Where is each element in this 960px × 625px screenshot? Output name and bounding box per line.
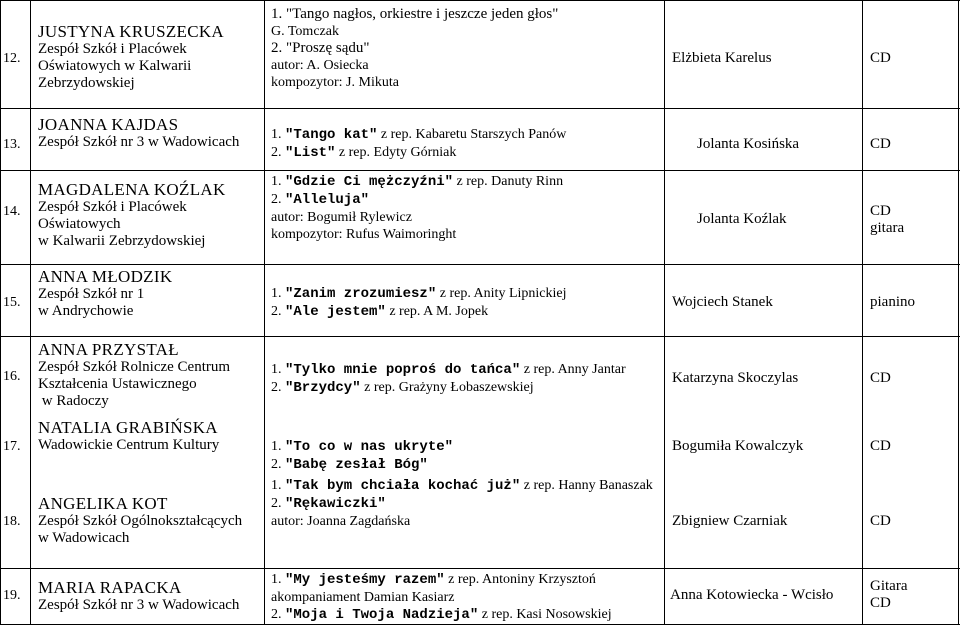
accompaniment-cell bbox=[870, 50, 891, 67]
grid-line bbox=[0, 108, 960, 109]
participant-cell bbox=[38, 22, 224, 92]
song-title: "Tak bym chciała kochać już" bbox=[285, 478, 521, 494]
line-text: 1. bbox=[271, 362, 285, 377]
song-title: "List" bbox=[285, 145, 336, 161]
participant-cell bbox=[38, 115, 239, 151]
repertoire-line bbox=[271, 589, 612, 606]
line-text: autor: Bogumił Rylewicz bbox=[271, 210, 412, 225]
participant-cell bbox=[38, 340, 230, 410]
line-text: 1. bbox=[271, 127, 285, 142]
teacher-name: Zbigniew Czarniak bbox=[672, 513, 788, 529]
accompaniment-cell bbox=[870, 294, 915, 311]
participant-name: ANNA PRZYSTAŁ bbox=[38, 340, 179, 359]
repertoire-line bbox=[271, 606, 612, 624]
school-line: Zespół Szkół Rolnicze Centrum bbox=[38, 359, 231, 375]
accompaniment-cell bbox=[870, 578, 907, 612]
line-text: 2. bbox=[271, 192, 285, 207]
grid-line bbox=[0, 336, 960, 337]
participant-cell bbox=[38, 578, 239, 614]
grid-line bbox=[30, 0, 31, 625]
school-line: w Andrychowie bbox=[38, 303, 134, 319]
song-title: "To co w nas ukryte" bbox=[285, 439, 454, 455]
repertoire-cell bbox=[271, 285, 566, 321]
repertoire-cell bbox=[271, 126, 566, 162]
teacher-name: Elżbieta Karelus bbox=[672, 50, 772, 66]
accompaniment: CD bbox=[870, 50, 891, 66]
line-text: z rep. Grażyny Łobaszewskiej bbox=[360, 380, 534, 395]
school-line: Zespół Szkół Ogólnokształcących bbox=[38, 513, 243, 529]
repertoire-line bbox=[271, 173, 563, 191]
line-text: 2. bbox=[271, 380, 285, 395]
teacher-name: Jolanta Kosińska bbox=[697, 136, 800, 152]
song-title: "Alleluja" bbox=[285, 192, 370, 208]
line-text: 1. bbox=[271, 439, 285, 454]
accompaniment-cell bbox=[870, 438, 891, 455]
line-text: z rep. Hanny Banaszak bbox=[520, 478, 653, 493]
participant-cell bbox=[38, 418, 219, 454]
accompaniment: CD bbox=[870, 595, 891, 611]
line-text: 2. "Proszę sądu" bbox=[271, 40, 370, 56]
school-line: Wadowickie Centrum Kultury bbox=[38, 437, 220, 453]
repertoire-line bbox=[271, 571, 612, 589]
grid-line bbox=[664, 0, 665, 625]
school-line: w Wadowicach bbox=[38, 530, 130, 546]
participant-name: JOANNA KAJDAS bbox=[38, 115, 179, 134]
repertoire-line bbox=[271, 438, 453, 456]
repertoire-cell bbox=[271, 6, 558, 91]
line-text: z rep. Kabaretu Starszych Panów bbox=[377, 127, 567, 142]
line-text: 2. bbox=[271, 607, 285, 622]
repertoire-cell bbox=[271, 361, 626, 397]
participant-name: MARIA RAPACKA bbox=[38, 578, 182, 597]
row-number: 17. bbox=[3, 439, 21, 454]
line-text: kompozytor: J. Mikuta bbox=[271, 75, 399, 90]
repertoire-cell bbox=[271, 173, 563, 243]
line-text: z rep. Anny Jantar bbox=[520, 362, 626, 377]
song-title: "Zanim zrozumiesz" bbox=[285, 286, 437, 302]
grid-line bbox=[0, 170, 960, 171]
school-line: Zespół Szkół nr 1 bbox=[38, 286, 145, 302]
teacher-name: Jolanta Koźlak bbox=[697, 211, 787, 227]
repertoire-cell bbox=[271, 571, 612, 624]
repertoire-line bbox=[271, 191, 563, 209]
school-line: Oświatowych w Kalwarii bbox=[38, 58, 192, 74]
school-line: Kształcenia Ustawicznego bbox=[38, 376, 197, 392]
grid-line bbox=[862, 0, 863, 625]
accompaniment: gitara bbox=[870, 220, 905, 236]
repertoire-line bbox=[271, 303, 566, 321]
school-line: Zespół Szkół nr 3 w Wadowicach bbox=[38, 597, 240, 613]
line-text: 2. bbox=[271, 145, 285, 160]
accompaniment: Gitara bbox=[870, 578, 908, 594]
repertoire-line bbox=[271, 477, 653, 495]
repertoire-line bbox=[271, 74, 558, 91]
participant-cell bbox=[38, 494, 242, 547]
repertoire-line bbox=[271, 126, 566, 144]
participant-name: NATALIA GRABIŃSKA bbox=[38, 418, 218, 437]
participant-name: JUSTYNA KRUSZECKA bbox=[38, 22, 224, 41]
repertoire-line bbox=[271, 57, 558, 74]
grid-line bbox=[264, 0, 265, 625]
row-number: 13. bbox=[3, 137, 21, 152]
song-title: "Brzydcy" bbox=[285, 380, 361, 396]
participant-name: ANNA MŁODZIK bbox=[38, 267, 173, 286]
line-text: z rep. Kasi Nosowskiej bbox=[478, 607, 612, 622]
school-line: Oświatowych bbox=[38, 216, 121, 232]
line-text: 1. bbox=[271, 572, 285, 587]
repertoire-cell bbox=[271, 438, 453, 474]
repertoire-line bbox=[271, 361, 626, 379]
accompaniment: CD bbox=[870, 513, 891, 529]
accompaniment: CD bbox=[870, 136, 891, 152]
row-number: 19. bbox=[3, 588, 21, 603]
line-text: autor: Joanna Zagdańska bbox=[271, 514, 411, 529]
song-title: "Rękawiczki" bbox=[285, 496, 386, 512]
repertoire-line bbox=[271, 226, 563, 243]
repertoire-line bbox=[271, 513, 653, 530]
school-line: w Kalwarii Zebrzydowskiej bbox=[38, 233, 206, 249]
accompaniment-cell bbox=[870, 136, 891, 153]
school-line: Zespół Szkół nr 3 w Wadowicach bbox=[38, 134, 240, 150]
line-text: z rep. Antoniny Krzysztoń bbox=[444, 572, 596, 587]
school-line: Zebrzydowskiej bbox=[38, 75, 135, 91]
accompaniment: CD bbox=[870, 203, 891, 219]
teacher-name: Anna Kotowiecka - Wcisło bbox=[670, 587, 834, 603]
line-text: 1. bbox=[271, 286, 285, 301]
song-title: "My jesteśmy razem" bbox=[285, 572, 445, 588]
teacher-name: Bogumiła Kowalczyk bbox=[672, 438, 804, 454]
line-text: akompaniament Damian Kasiarz bbox=[271, 590, 455, 605]
line-text: 1. "Tango nagłos, orkiestre i jeszcze jeden głos" bbox=[271, 6, 559, 22]
repertoire-line bbox=[271, 379, 626, 397]
accompaniment: CD bbox=[870, 438, 891, 454]
teacher-name: Wojciech Stanek bbox=[672, 294, 773, 310]
school-line: Zespół Szkół i Placówek bbox=[38, 199, 187, 215]
grid-line bbox=[0, 0, 960, 1]
accompaniment-cell bbox=[870, 203, 904, 237]
repertoire-line bbox=[271, 40, 558, 57]
row-number: 15. bbox=[3, 295, 21, 310]
song-title: "Gdzie Ci mężczyźni" bbox=[285, 174, 454, 190]
repertoire-line bbox=[271, 209, 563, 226]
school-line: w Radoczy bbox=[38, 393, 109, 409]
grid-line bbox=[0, 0, 1, 625]
accompaniment: CD bbox=[870, 370, 891, 386]
line-text: z rep. A M. Jopek bbox=[385, 304, 489, 319]
line-text: z rep. Edyty Górniak bbox=[335, 145, 457, 160]
row-number: 16. bbox=[3, 369, 21, 384]
row-number: 12. bbox=[3, 51, 21, 66]
accompaniment-cell bbox=[870, 370, 891, 387]
participant-cell bbox=[38, 180, 226, 250]
participant-name: MAGDALENA KOŹLAK bbox=[38, 180, 226, 199]
participant-cell bbox=[38, 267, 172, 320]
repertoire-line bbox=[271, 285, 566, 303]
line-text: autor: A. Osiecka bbox=[271, 58, 369, 73]
line-text: 2. bbox=[271, 496, 285, 511]
repertoire-line bbox=[271, 144, 566, 162]
grid-line bbox=[958, 0, 959, 625]
line-text: 1. bbox=[271, 478, 285, 493]
line-text: G. Tomczak bbox=[271, 24, 339, 39]
song-title: "Babę zesłał Bóg" bbox=[285, 457, 428, 473]
line-text: 1. bbox=[271, 174, 285, 189]
repertoire-line bbox=[271, 6, 558, 23]
grid-line bbox=[0, 264, 960, 265]
row-number: 14. bbox=[3, 204, 21, 219]
grid-line bbox=[0, 568, 960, 569]
row-number: 18. bbox=[3, 514, 21, 529]
repertoire-line bbox=[271, 23, 558, 40]
repertoire-line bbox=[271, 456, 453, 474]
participant-name: ANGELIKA KOT bbox=[38, 494, 168, 513]
accompaniment-cell bbox=[870, 513, 891, 530]
accompaniment: pianino bbox=[870, 294, 915, 310]
line-text: 2. bbox=[271, 457, 285, 472]
repertoire-cell bbox=[271, 477, 653, 530]
repertoire-line bbox=[271, 495, 653, 513]
teacher-name: Katarzyna Skoczylas bbox=[672, 370, 799, 386]
school-line: Zespół Szkół i Placówek bbox=[38, 41, 187, 57]
line-text: kompozytor: Rufus Waimoringht bbox=[271, 227, 457, 242]
song-title: "Moja i Twoja Nadzieja" bbox=[285, 607, 479, 623]
song-title: "Tango kat" bbox=[285, 127, 378, 143]
line-text: 2. bbox=[271, 304, 285, 319]
line-text: z rep. Danuty Rinn bbox=[453, 174, 564, 189]
song-title: "Tylko mnie poproś do tańca" bbox=[285, 362, 521, 378]
line-text: z rep. Anity Lipnickiej bbox=[436, 286, 567, 301]
song-title: "Ale jestem" bbox=[285, 304, 386, 320]
